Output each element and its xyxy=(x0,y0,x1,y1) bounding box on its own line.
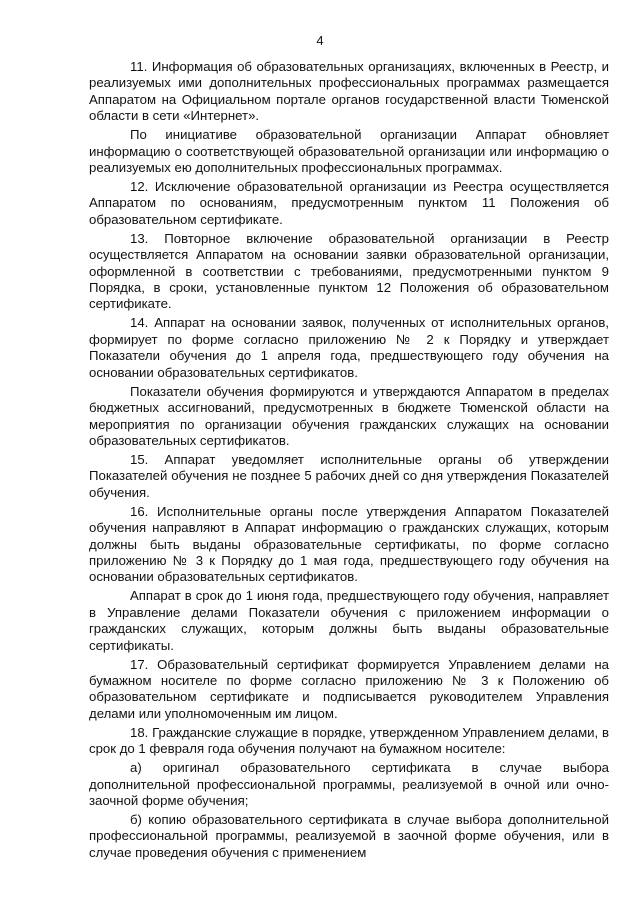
paragraph-15: 15. Аппарат уведомляет исполнительные органы об утверждении Показателей обучения не позднее 5 рабочих дней со дня утверждения Показателей обучения. xyxy=(89,451,609,500)
paragraph-11: 11. Информация об образовательных организациях, включенных в Реестр, и реализуемых ими дополнительных профессиональных программах размещается Аппаратом на Официальном портале органов государственной власти Тюменской области в сети «Интернет». xyxy=(89,59,609,124)
paragraph-14: 14. Аппарат на основании заявок, полученных от исполнительных органов, формирует по форме согласно приложению № 2 к Порядку и утверждает Показатели обучения до 1 апреля года, предшествующего году обучения на основании образовательных сертификатов. xyxy=(89,315,609,380)
page-number: 4 xyxy=(316,33,324,48)
paragraph-17: 17. Образовательный сертификат формируется Управлением делами на бумажном носителе по форме согласно приложению № 3 к Положению об образовательном сертификате и подписывается руководителем Управления делами или уполномоченным им лицом. xyxy=(89,656,609,721)
paragraph-13: 13. Повторное включение образовательной организации в Реестр осуществляется Аппаратом на основании заявки образовательной организации, оформленной в соответствии с требованиями, предусмотренными пунктом 9 Порядка, в сроки, установленные пунктом 12 Положения об образовательном сертификате. xyxy=(89,230,609,312)
paragraph-16: 16. Исполнительные органы после утверждения Аппаратом Показателей обучения направляют в Аппарат информацию о гражданских служащих, которым должны быть выданы образовательные сертификаты, по форме согласно приложению № 3 к Порядку до 1 мая года, предшествующего году обучения на основании образовательных сертификатов. xyxy=(89,503,609,585)
document-body xyxy=(89,59,609,864)
paragraph-18-item-b: б) копию образовательного сертификата в случае выбора дополнительной профессиональной программы, реализуемой в заочной форме обучения, или в случае проведения обучения с применением xyxy=(89,812,609,860)
paragraph-18: 18. Гражданские служащие в порядке, утвержденном Управлением делами, в срок до 1 февраля года обучения получают на бумажном носителе: xyxy=(89,724,609,757)
paragraph-12: 12. Исключение образовательной организации из Реестра осуществляется Аппаратом по основаниям, предусмотренным пунктом 11 Положения об образовательном сертификате. xyxy=(89,179,609,227)
paragraph-18-item-a: а) оригинал образовательного сертификата в случае выбора дополнительной профессиональной программы, реализуемой в очной или очно-заочной форме обучения; xyxy=(89,760,609,808)
paragraph-14-indicators: Показатели обучения формируются и утверждаются Аппаратом в пределах бюджетных ассигнований, предусмотренных в бюджете Тюменской области на мероприятия по организации обучения гражданских служащих на основании образовательных сертификатов. xyxy=(89,383,609,448)
paragraph-11-update: По инициативе образовательной организации Аппарат обновляет информацию о соответствующей образовательной организации или информацию о реализуемых ею дополнительных профессиональных программах. xyxy=(89,127,609,176)
paragraph-16-deadline: Аппарат в срок до 1 июня года, предшествующего году обучения, направляет в Управление делами Показатели обучения с приложением информации о гражданских служащих, которым должны быть выданы образовательные сертификаты. xyxy=(89,588,609,653)
